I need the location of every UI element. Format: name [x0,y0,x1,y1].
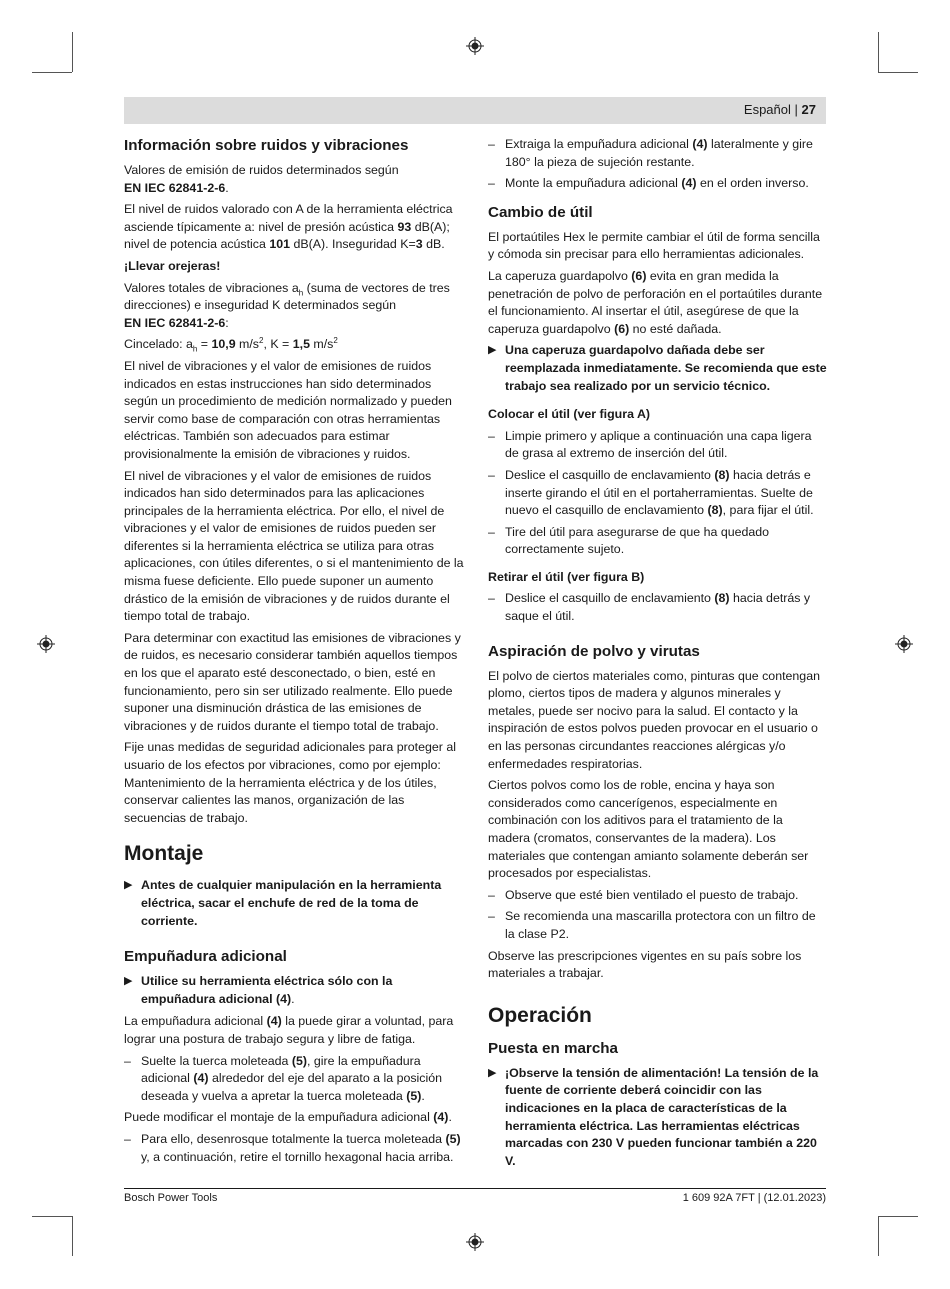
text: lateralmente y gire 180° la pieza de sujeción restante. [505,137,813,169]
list-item [488,590,828,625]
text: Extraiga la empuñadura adicional [505,137,693,151]
text: = [197,337,212,352]
paragraph: El portaútiles Hex le permite cambiar el útil de forma sencilla y cómoda sin precisar para ello herramientas adicionales. [488,229,820,262]
warning-text: Utilice su herramienta eléctrica sólo con la empuñadura adicional [141,974,393,1006]
text: , gire la empuñadura adicional [141,1053,421,1086]
text: , K = [263,337,293,352]
paragraph: Valores de emisión de ruidos determinados según EN IEC 62841-2-6. [124,163,399,195]
text: hacia detrás y saque el útil. [505,591,811,624]
page-header [124,97,826,124]
text: alrededor del eje del aparato a la posición deseada y vuelva a apretar la tuerca moleteada [141,1071,443,1103]
standard-ref: EN IEC 62841-2-6 [124,315,226,330]
warning-item [124,973,464,1008]
paragraph [124,336,464,354]
ref: (4) [193,1071,209,1086]
list-item [488,136,828,171]
text: hacia detrás e inserte girando el útil en el portaherramientas. Suelte de nuevo el casquillo de enclavamiento [505,467,813,518]
text: m/s [309,337,334,352]
page-number: 27 [801,102,816,117]
ref: (4) [266,1014,282,1029]
section-title-noise: Información sobre ruidos y vibraciones [124,137,409,154]
ref: (4) [433,1110,449,1125]
text: (suma de vectores de tres direcciones) e inseguridad K determinados según [124,280,450,313]
text: y, a continuación, retire el tornillo hexagonal hacia arriba. [141,1149,454,1164]
list-item [488,175,828,193]
paragraph: Fije unas medidas de seguridad adicionales para proteger al usuario de los efectos por vibraciones, como por ejemplo: Mantenimiento de la herramienta eléctrica y de los útiles, conservar calientes las manos, organización de las secuencias de trabajo. [124,740,457,825]
paragraph [124,1013,464,1048]
crop-mark [878,32,879,72]
section-title-montaje: Montaje [124,842,204,866]
text: La caperuza guardapolvo [488,268,632,283]
crop-mark [878,1216,918,1217]
text: dB(A); nivel de potencia acústica [124,219,450,252]
section-title-dust: Aspiración de polvo y virutas [488,642,700,660]
ear-warning: ¡Llevar orejeras! [124,258,221,273]
text: Suelte la tuerca moleteada [141,1053,292,1068]
paragraph: El polvo de ciertos materiales como, pinturas que contengan plomo, ciertos tipos de madera y algunos minerales y metales, puede ser nocivo para la salud. El contacto y la inspiración de estos polvos pueden provocar en el usuario o en las personas circundantes reacciones alérgicas y/o enfermedades respiratorias. [488,668,820,771]
section-title-tool: Cambio de útil [488,203,593,221]
value: 1,5 [292,337,310,352]
right-column [488,136,828,1175]
value: 3 [415,237,423,252]
header-text [744,102,816,117]
list-item [124,1131,464,1166]
text: Deslice el casquillo de enclavamiento [505,591,715,606]
text: dB. [422,237,445,252]
ref: (5) [291,1053,308,1068]
ref: (8) [714,467,730,482]
ref: (4) [275,991,292,1006]
registration-mark-icon [466,1233,484,1251]
paragraph: El nivel de vibraciones y el valor de emisiones de ruidos indicados en estas instrucciones han sido determinados según un procedimiento de medición normalizado y pueden servir como base de comparación con otras herramientas eléctricas. También son adecuados para estimar provisionalmente la emisión de vibraciones y ruidos. [124,358,452,461]
warning-text: Una caperuza guardapolvo dañada debe ser reemplazada inmediatamente. Se recomienda que este trabajo sea realizado por un servicio técnico. [505,343,827,393]
text: Valores de emisión de ruidos determinados según [124,163,399,177]
footer-doc-id: 1 609 92A 7FT | (12.01.2023) [682,1192,826,1204]
paragraph: Valores totales de vibraciones $a_h$ (suma de vectores de tres direcciones) e inseguridad K determinados según EN IEC 62841-2-6: [124,280,450,330]
text: dB(A). Inseguridad K= [290,237,416,252]
list-item: – Observe que esté bien ventilado el puesto de trabajo. [488,887,828,905]
ref: (4) [692,137,708,151]
text: Cincelado: a [124,337,193,352]
warning-item [488,342,828,395]
list-item: – Limpie primero y aplique a continuación una capa ligera de grasa al extremo de inserción del útil. [488,428,828,463]
paragraph: Para determinar con exactitud las emisiones de vibraciones y de ruidos, es necesario considerar también aquellos tiempos en los que el aparato esté desconectado, o bien, esté en funcionamiento, pero sin ser utilizado realmente. Ello puede suponer una disminución drástica de las emisiones de vibraciones y de ruidos durante el tiempo total de trabajo. [124,630,461,733]
text: la puede girar a voluntad, para lograr una postura de trabajo segura y libre de fatiga. [124,1014,454,1046]
warning-item [488,1065,828,1171]
registration-mark-icon [466,37,484,55]
crop-mark [72,32,73,72]
paragraph [488,268,828,338]
list-item [488,467,828,520]
ref: (6) [614,321,630,336]
text: evita en gran medida la penetración de polvo de perforación en el portaútiles durante el funcionamiento. Al insertar el útil, asegúrese de que la caperuza guardapolvo [488,268,823,336]
text: El nivel de ruidos valorado con A de la herramienta eléctrica asciende típicamente a: nivel de presión acústica [124,202,453,234]
text: . [421,1088,425,1103]
triangle-right-icon: ▶ [124,975,133,988]
text: Valores totales de vibraciones a [124,280,299,295]
paragraph: Observe las prescripciones vigentes en su país sobre los materiales a trabajar. [488,948,802,981]
crop-mark [878,1216,879,1256]
value: 101 [269,237,291,252]
ref: (8) [714,591,730,606]
superscript: 2 [259,336,264,346]
text: . [291,991,295,1006]
ref: (4) [681,176,697,191]
triangle-right-icon: ▶ [488,344,497,357]
warning-text: ¡Observe la tensión de alimentación! La tensión de la fuente de corriente deberá coincidir con las indicaciones en la placa de características de la herramienta eléctrica. Las herramientas eléctricas marcadas con 230 V pueden funcionar también a 220 V. [505,1065,819,1168]
section-title-handle: Empuñadura adicional [124,948,287,966]
text: Deslice el casquillo de enclavamiento [505,467,715,482]
superscript: 2 [333,336,338,346]
text: , para fijar el útil. [722,503,814,518]
header-separator: | [794,102,798,117]
crop-mark [32,72,72,73]
subscript: h [192,344,198,354]
ref: (5) [406,1088,422,1103]
subscript: h [298,288,304,298]
paragraph [124,1109,464,1127]
list-item: – Tire del útil para asegurarse de que ha quedado correctamente sujeto. [488,524,828,559]
footer-divider [124,1188,826,1189]
footer-brand: Bosch Power Tools [124,1192,218,1204]
text: . [448,1110,452,1125]
list-item [124,1053,464,1106]
crop-mark [72,1216,73,1256]
text: no esté dañada. [629,321,722,336]
registration-mark-icon [895,635,913,653]
section-title-start: Puesta en marcha [488,1039,618,1057]
ref: (6) [631,268,647,283]
value: 93 [397,219,412,234]
paragraph: Ciertos polvos como los de roble, encina y haya son considerados como cancerígenos, especialmente en combinación con los aditivos para el tratamiento de la madera (cromatos, conservantes de la madera). Los materiales que contengan amianto solamente deberán ser procesados por especialistas. [488,778,809,881]
paragraph: El nivel de vibraciones y el valor de emisiones de ruidos indicados han sido determinados para las aplicaciones principales de la herramienta eléctrica. Por ello, el nivel de vibraciones y el valor de emisiones de ruidos pueden ser diferentes si la herramienta eléctrica se utiliza para otras aplicaciones, con útiles diferentes, o si el mantenimiento de la misma fuese deficiente. Ello puede suponer un aumento drástico de la emisión de vibraciones y de ruidos durante el tiempo total de trabajo. [124,468,464,624]
value: 10,9 [211,337,236,352]
text: Monte la empuñadura adicional [505,176,682,191]
text: en el orden inverso. [696,176,809,191]
triangle-right-icon: ▶ [488,1066,497,1079]
subsection-title-remove: Retirar el útil (ver figura B) [488,569,645,584]
triangle-right-icon: ▶ [124,879,133,892]
crop-mark [32,1216,72,1217]
left-column [124,136,464,1170]
standard-ref: EN IEC 62841-2-6 [124,180,226,195]
text: Puede modificar el montaje de la empuñadura adicional [124,1110,434,1125]
subsection-title-insert: Colocar el útil (ver figura A) [488,407,651,422]
crop-mark [878,72,918,73]
ref: (8) [707,503,723,518]
text: La empuñadura adicional [124,1014,267,1029]
registration-mark-icon [37,635,55,653]
warning-item [124,877,464,930]
text: Para ello, desenrosque totalmente la tuerca moleteada [141,1131,446,1146]
section-title-operation: Operación [488,1003,592,1027]
warning-text: Antes de cualquier manipulación en la herramienta eléctrica, sacar el enchufe de red de la toma de corriente. [141,878,442,928]
header-language: Español [743,102,791,117]
paragraph [124,201,464,254]
list-item: – Se recomienda una mascarilla protectora con un filtro de la clase P2. [488,908,828,943]
text: m/s [235,337,259,352]
ref: (5) [445,1131,461,1146]
